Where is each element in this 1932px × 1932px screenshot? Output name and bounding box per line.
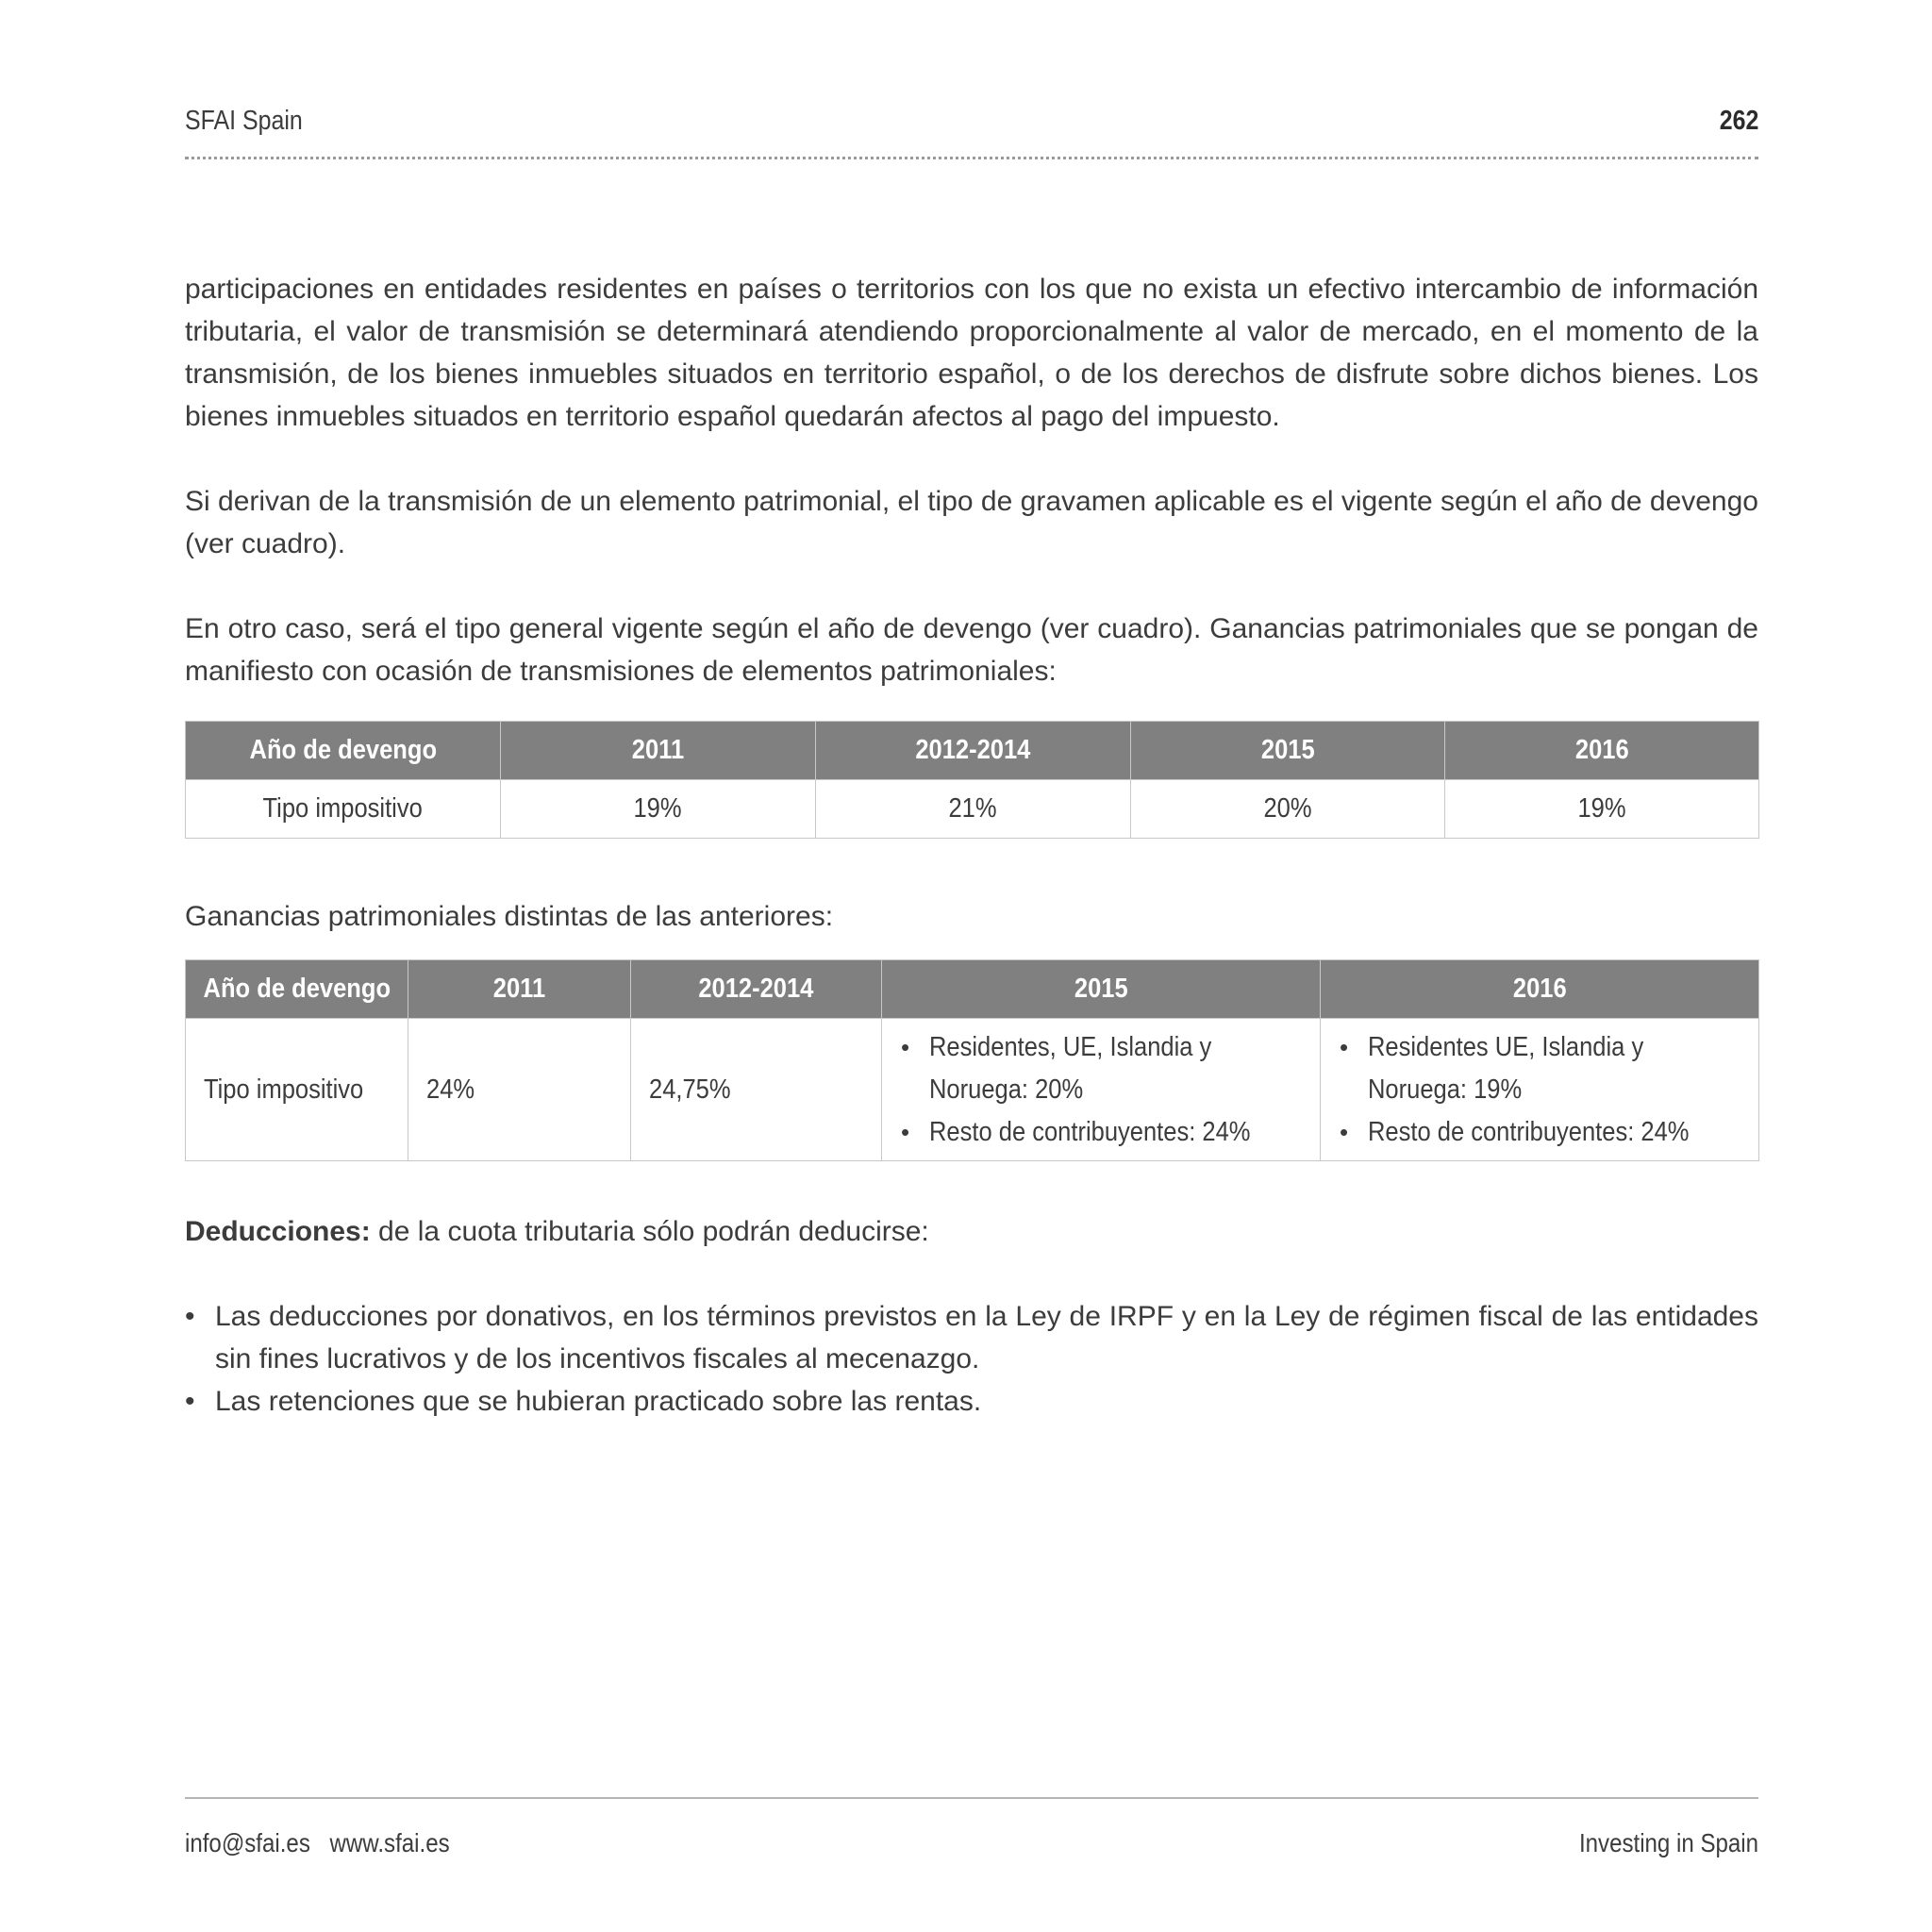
table-cell: 19% [501, 780, 816, 839]
rate-list-2015 [897, 1026, 1320, 1154]
list-item: • Residentes UE, Islandia y Noruega: 19% [1340, 1031, 1644, 1105]
footer-website-link[interactable]: www.sfai.es [329, 1828, 450, 1857]
table-cell: 20% [1131, 780, 1445, 839]
table-header-cell: 2011 [501, 722, 816, 780]
deducciones-text: de la cuota tributaria sólo podrán deducirse: [370, 1216, 929, 1247]
table2-intro: Ganancias patrimoniales distintas de las anteriores: [185, 901, 834, 932]
rate-list-2016 [1336, 1026, 1758, 1154]
list-item: • Residentes, UE, Islandia y Noruega: 20% [901, 1031, 1212, 1105]
table-header-row [186, 722, 1759, 780]
table-header-cell: 2016 [1321, 960, 1759, 1019]
list-item: • Resto de contribuyentes: 24% [901, 1116, 1251, 1147]
table-header-cell: Año de devengo [186, 960, 408, 1019]
table-cell: 24,75% [631, 1019, 882, 1161]
table-cell: Tipo impositivo [186, 1019, 408, 1161]
page-content [185, 268, 1758, 1423]
table-cell: 19% [1445, 780, 1759, 839]
table-cell: Tipo impositivo [186, 780, 501, 839]
paragraph-1: participaciones en entidades residentes en países o territorios con los que no exista un efectivo intercambio de información tributaria, el valor de transmisión se determinará atendiendo proporcionalmente al valor de mercado, en el momento de la transmisión, de los bienes inmuebles situados en territorio español, o de los derechos de disfrute sobre dichos bienes. Los bienes inmuebles situados en territorio español quedarán afectos al pago del impuesto. [185, 274, 1758, 432]
footer-title: Investing in Spain [1578, 1828, 1758, 1857]
deducciones-paragraph [185, 1210, 1758, 1253]
paragraph-3: En otro caso, será el tipo general vigente según el año de devengo (ver cuadro). Ganancias patrimoniales que se pongan de manifiesto con ocasión de transmisiones de elementos patrimoniales: [185, 613, 1758, 687]
footer-email-link[interactable]: info@sfai.es [185, 1828, 310, 1857]
table-header-cell: 2011 [408, 960, 631, 1019]
list-item: • Las deducciones por donativos, en los términos previstos en la Ley de IRPF y en la Ley de régimen fiscal de las entidades sin fines lucrativos y de los incentivos fiscales al mecenazgo. [185, 1301, 1758, 1374]
tax-rate-table-elementos [185, 721, 1759, 839]
paragraph-2: Si derivan de la transmisión de un elemento patrimonial, el tipo de gravamen aplicable es el vigente según el año de devengo (ver cuadro). [185, 486, 1758, 559]
table-cell: 24% [408, 1019, 631, 1161]
header-dotted-divider [185, 157, 1758, 159]
page-number: 262 [1719, 106, 1758, 136]
footer-divider [185, 1797, 1758, 1799]
table-header-cell: 2016 [1445, 722, 1759, 780]
page-header [185, 106, 1758, 143]
list-item: • Resto de contribuyentes: 24% [1340, 1116, 1690, 1147]
table-header-cell: 2012-2014 [631, 960, 882, 1019]
tax-rate-table-otras [185, 959, 1759, 1161]
table-header-cell: Año de devengo [186, 722, 501, 780]
table-header-cell: 2015 [1131, 722, 1445, 780]
table-header-cell: 2012-2014 [816, 722, 1131, 780]
deducciones-list [185, 1295, 1758, 1423]
list-item: • Las retenciones que se hubieran practicado sobre las rentas. [185, 1386, 982, 1417]
table-row [186, 780, 1759, 839]
deducciones-label: Deducciones: [185, 1216, 371, 1247]
table-cell-2016 [1321, 1019, 1759, 1161]
table-cell: 21% [816, 780, 1131, 839]
table-header-row [186, 960, 1759, 1019]
table-header-cell: 2015 [882, 960, 1321, 1019]
page-footer [185, 1828, 1758, 1862]
header-brand: SFAI Spain [185, 106, 303, 136]
table-cell-2015 [882, 1019, 1321, 1161]
table-row [186, 1019, 1759, 1161]
